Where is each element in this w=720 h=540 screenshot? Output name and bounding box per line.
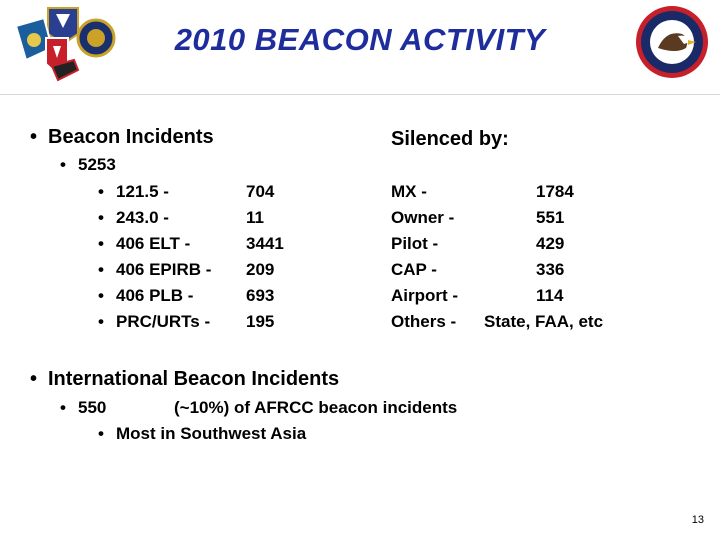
item-label: 243.0 - <box>116 208 169 227</box>
international-count <box>60 398 106 418</box>
item-value: 195 <box>246 312 275 331</box>
item-label: 121.5 - <box>116 182 169 201</box>
list-item: • 243.0 - <box>98 208 169 227</box>
item-label: 406 ELT - <box>116 234 191 253</box>
item-label: 406 PLB - <box>116 286 194 305</box>
item-value: 11 <box>246 208 264 227</box>
silenced-label: MX - <box>391 182 427 201</box>
bullet-icon: • <box>98 424 104 443</box>
international-note: (~10%) of AFRCC beacon incidents <box>174 398 458 417</box>
item-label: PRC/URTs - <box>116 312 211 331</box>
slide-title: 2010 BEACON ACTIVITY <box>174 22 546 57</box>
list-item: • 406 ELT - <box>98 234 191 253</box>
bullet-icon: • <box>30 368 38 390</box>
silenced-label: Airport - <box>391 286 459 305</box>
silenced-value: State, FAA, etc <box>484 312 604 331</box>
beacon-total <box>60 155 116 175</box>
bullet-icon: • <box>30 126 38 148</box>
silenced-value: 551 <box>536 208 565 227</box>
silenced-value: 114 <box>536 286 564 305</box>
bullet-icon: • <box>60 155 66 174</box>
item-value: 704 <box>246 182 275 201</box>
bullet-icon: • <box>60 398 66 417</box>
beacon-total-value: 5253 <box>78 155 116 174</box>
silenced-label: Owner - <box>391 208 455 227</box>
list-item: • 406 PLB - <box>98 286 194 305</box>
list-item: • PRC/URTs - <box>98 312 211 331</box>
list-item: • 406 EPIRB - <box>98 260 212 279</box>
item-label: 406 EPIRB - <box>116 260 212 279</box>
item-value: 209 <box>246 260 275 279</box>
item-value: 3441 <box>246 234 284 253</box>
international-sub-label: Most in Southwest Asia <box>116 424 307 443</box>
beacon-incidents-label: Beacon Incidents <box>48 126 214 148</box>
silenced-value: 429 <box>536 234 565 253</box>
beacon-incidents-heading <box>30 126 214 149</box>
silenced-value: 336 <box>536 260 565 279</box>
silenced-label: CAP - <box>391 260 437 279</box>
silenced-label: Pilot - <box>391 234 439 253</box>
international-label: International Beacon Incidents <box>48 368 340 390</box>
silenced-by-heading: Silenced by: <box>391 128 509 150</box>
item-value: 693 <box>246 286 275 305</box>
header-divider <box>0 94 720 95</box>
eagle-patch-logo <box>634 4 710 80</box>
page-number: 13 <box>691 514 704 526</box>
silenced-label: Others - <box>391 312 457 331</box>
international-sub <box>98 424 306 444</box>
international-heading <box>30 368 339 391</box>
international-count-value: 550 <box>78 398 107 417</box>
list-item: • 121.5 - <box>98 182 169 201</box>
silenced-value: 1784 <box>536 182 574 201</box>
